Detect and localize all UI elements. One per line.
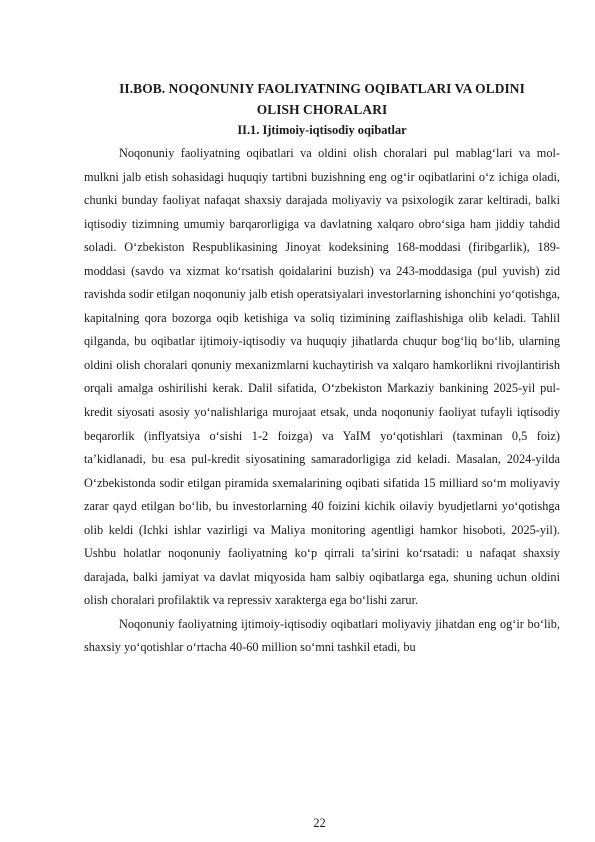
chapter-title: II.BOB. NOQONUNIY FAOLIYATNING OQIBATLARI VA OLDINI	[119, 81, 525, 96]
page-number: 22	[313, 816, 326, 830]
chapter-title-continuation: OLISH CHORALARI	[256, 102, 388, 117]
section-title: II.1. Ijtimoiy-iqtisodiy oqibatlar	[237, 123, 407, 137]
body-paragraph-2: Noqonuniy faoliyatning ijtimoiy-iqtisodiy oqibatlari moliyaviy jihatdan eng og‘ir bo‘lib, shaxsiy yo‘qotishlar o‘rtacha 40-60 million so‘mni tashkil etadi, bu	[84, 616, 560, 655]
document-page	[84, 78, 560, 660]
body-paragraph-1: Noqonuniy faoliyatning oqibatlari va oldini olish choralari pul mablag‘lari va mol-mulkni jalb etish sohasidagi huquqiy tartibni buzishning eng og‘ir oqibatlarini o‘z ichiga oladi, chunki bunday faoliyat nafaqat shaxsiy darajada moliyaviy va psixologik zarar keltiradi, balki iqtisodiy tizimning umumiy barqarorligiga va davlatning xalqaro obro‘siga ham jiddiy tahdid soladi. O‘zbekiston Respublikasining Jinoyat kodeksining 168-moddasi (firibgarlik), 189-moddasi (savdo va xizmat ko‘rsatish qoidalarini buzish) va 243-moddasiga (pul yuvish) zid ravishda sodir etilgan noqonuniy jalb etish operatsiyalari investorlarning ishonchini yo‘qotishga, kapitalning qora bozorga oqib ketishiga va soliq tizimining zaiflashishiga olib keladi. Tahlil qilganda, bu oqibatlar ijtimoiy-iqtisodiy va huquqiy jihatlarda chuqur bog‘liq bo‘lib, ularning oldini olish choralari qonuniy mexanizmlarni kuchaytirish va xalqaro hamkorlikni rivojlantirish orqali amalga oshirilishi kerak. Dalil sifatida, O‘zbekiston Markaziy bankining 2025-yil pul-kredit siyosati asosiy yo‘nalishlariga murojaat etsak, unda noqonuniy faoliyat tufayli iqtisodiy beqarorlik (inflyatsiya o‘sishi 1-2 foizga) va YaIM yo‘qotishlari (taxminan 0,5 foiz) ta’kidlanadi, bu esa pul-kredit siyosatining samaradorligiga zid keladi. Masalan, 2024-yilda O‘zbekistonda sodir etilgan piramida sxemalarining oqibati sifatida 15 milliard so‘m moliyaviy zarar qayd etilgan bo‘lib, bu investorlarning 40 foizini kichik oilaviy byudjetlarni yo‘qotishga olib keldi (Ichki ishlar vazirligi va Maliya monitoring agentligi hamkor hisoboti, 2025-yil). Ushbu holatlar noqonuniy faoliyatning ko‘p qirrali ta’sirini ko‘rsatadi: u nafaqat shaxsiy darajada, balki jamiyat va davlat miqyosida ham salbiy oqibatlarga ega, shuning uchun oldini olish choralari profilaktik va repressiv xarakterga ega bo‘lishi zarur.	[84, 146, 560, 608]
